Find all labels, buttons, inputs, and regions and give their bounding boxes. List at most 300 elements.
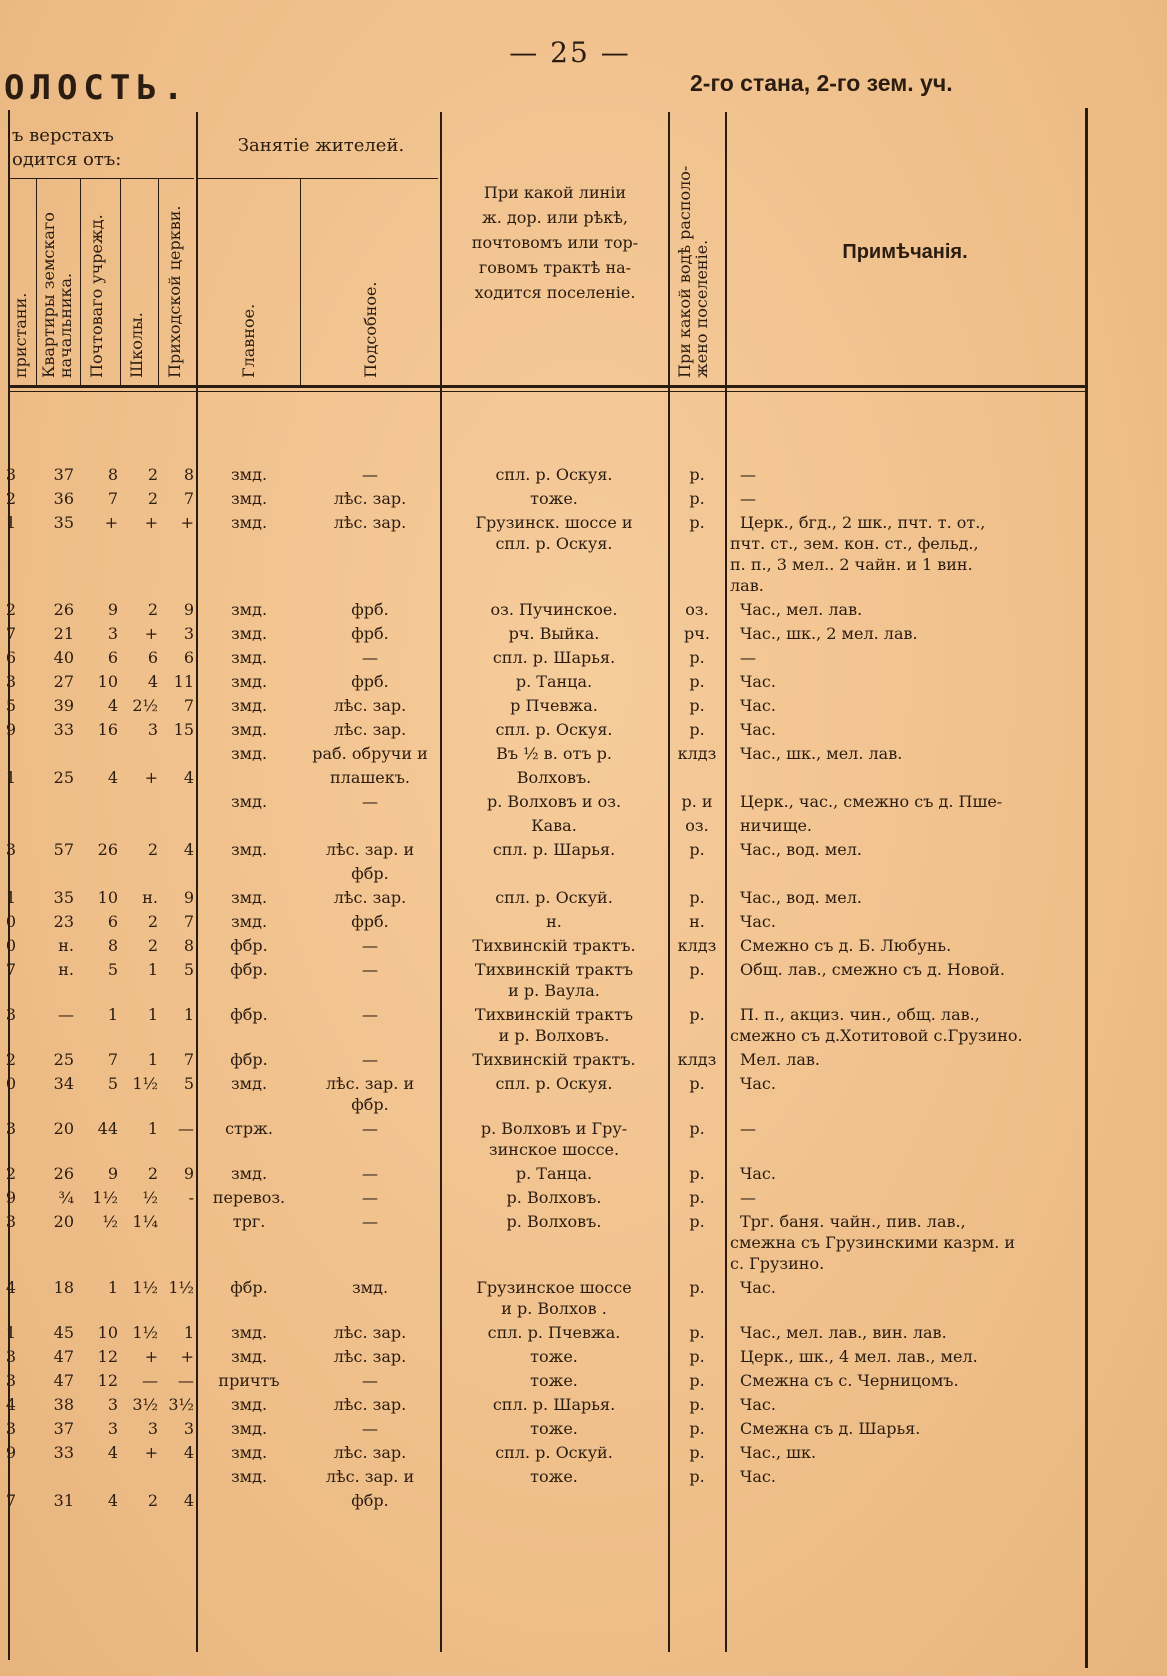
cell-c3: +	[144, 768, 158, 787]
cell-c0: 1	[5, 1323, 16, 1342]
cell-water: р.	[689, 1188, 705, 1207]
cell-aux: —	[362, 960, 378, 979]
cell-c1: 21	[53, 624, 74, 643]
cell-c1: 18	[53, 1278, 74, 1297]
cell-line2: и р. Волховъ.	[498, 1026, 610, 1045]
cell-line: спл. р. Оскуй.	[495, 888, 613, 907]
col-main-header: Главное.	[239, 303, 258, 378]
cell-c3: 1	[147, 1119, 158, 1138]
cell-aux: —	[362, 1005, 378, 1024]
cell-aux2: фбр.	[351, 1095, 389, 1114]
cell-aux: фрб.	[351, 672, 389, 691]
cell-main: змд.	[230, 1347, 268, 1366]
cell-aux: —	[362, 1371, 378, 1390]
cell-aux: змд.	[351, 1278, 389, 1297]
notes-column-header: Примѣчанія.	[842, 241, 968, 263]
cell-aux: фрб.	[351, 624, 389, 643]
cell-c0: 3	[5, 672, 16, 691]
cell-water: н.	[689, 912, 705, 931]
cell-c4: 8	[183, 936, 194, 955]
cell-c4: +	[180, 1347, 194, 1366]
cell-main: змд.	[230, 624, 268, 643]
cell-line: Волховъ.	[516, 768, 592, 787]
cell-main: змд.	[230, 1443, 268, 1462]
cell-aux: лѣс. зар.	[333, 1347, 407, 1366]
cell-c2: 26	[97, 840, 118, 859]
cell-c0: 9	[5, 1443, 16, 1462]
header-bottom-rule	[8, 385, 1088, 388]
cell-c4: 4	[183, 1491, 194, 1510]
cell-c2: 6	[107, 648, 118, 667]
cell-c1: 25	[53, 1050, 74, 1069]
cell-water: р.	[689, 840, 705, 859]
cell-c1: 36	[53, 489, 74, 508]
cell-c1: 38	[53, 1395, 74, 1414]
cell-notes3: п. п., 3 мел.. 2 чайн. и 1 вин.	[730, 555, 973, 574]
cell-c0: 3	[5, 465, 16, 484]
cell-c0: 6	[5, 648, 16, 667]
cell-water: оз.	[685, 816, 709, 835]
cell-c3: 2	[147, 465, 158, 484]
cell-c3: 1½	[132, 1278, 158, 1297]
cell-c2: 6	[107, 912, 118, 931]
cell-water: р.	[689, 1443, 705, 1462]
cell-line: спл. р. Оскуй.	[495, 1443, 613, 1462]
cell-main: змд.	[230, 1395, 268, 1414]
cell-main: фбр.	[230, 936, 268, 955]
cell-c3: 2	[147, 489, 158, 508]
cell-c0: 7	[5, 1491, 16, 1510]
cell-water: р.	[689, 513, 705, 532]
cell-main: змд.	[230, 465, 268, 484]
cell-notes: Мел. лав.	[740, 1050, 820, 1069]
heading-left: ОЛОСТЬ.	[4, 68, 190, 108]
cell-c3: ½	[142, 1188, 158, 1207]
cell-c4: 3½	[168, 1395, 194, 1414]
cell-aux: лѣс. зар.	[333, 489, 407, 508]
cell-water: рч.	[684, 624, 710, 643]
cell-line: Грузинское шоссе	[476, 1278, 632, 1297]
cell-main: фбр.	[230, 1050, 268, 1069]
cell-c4: 7	[183, 489, 194, 508]
cell-c4: 4	[183, 1443, 194, 1462]
cell-main: змд.	[230, 600, 268, 619]
cell-c0: 9	[5, 1188, 16, 1207]
cell-line: тоже.	[530, 489, 578, 508]
cell-c1: 25	[53, 768, 74, 787]
line-column-header: При какой линіи ж. дор. или рѣкѣ, почтовомъ или тор- говомъ трактѣ на- ходится поселеніе.	[471, 183, 639, 302]
cell-c2: 5	[107, 960, 118, 979]
cell-c1: 31	[53, 1491, 74, 1510]
rule-right	[1085, 108, 1088, 1668]
cell-c4: 15	[173, 720, 194, 739]
cell-main: змд.	[230, 672, 268, 691]
cell-c3: 1	[147, 960, 158, 979]
cell-main: змд.	[230, 720, 268, 739]
cell-c1: н.	[58, 936, 74, 955]
cell-c4: 7	[183, 1050, 194, 1069]
cell-c0: 1	[5, 888, 16, 907]
rule-col-main	[196, 112, 198, 1652]
cell-c2: 10	[97, 672, 118, 691]
cell-c0: 0	[5, 1074, 16, 1093]
cell-aux: фбр.	[351, 1491, 389, 1510]
cell-c3: 2	[147, 912, 158, 931]
cell-c1: 23	[53, 912, 74, 931]
cell-water: р.	[689, 648, 705, 667]
cell-c3: 1½	[132, 1323, 158, 1342]
cell-notes: —	[740, 1188, 756, 1207]
cell-notes: Смежно съ д. Б. Любунь.	[740, 936, 952, 955]
cell-line: р. Танца.	[515, 1164, 593, 1183]
cell-c3: 1	[147, 1050, 158, 1069]
cell-c1: 34	[53, 1074, 74, 1093]
cell-main: змд.	[230, 1323, 268, 1342]
cell-aux: —	[362, 1119, 378, 1138]
cell-aux: лѣс. зар.	[333, 1443, 407, 1462]
cell-c1: 26	[53, 1164, 74, 1183]
col-post-header: Почтоваго учрежд.	[87, 214, 106, 378]
cell-notes: Час.	[740, 672, 776, 691]
cell-c3: 2	[147, 600, 158, 619]
cell-line: спл. р. Пчевжа.	[487, 1323, 621, 1342]
cell-water: р.	[689, 465, 705, 484]
cell-c1: 37	[53, 465, 74, 484]
cell-c3: 4	[147, 672, 158, 691]
cell-line2: и р. Ваула.	[508, 981, 600, 1000]
cell-c0: 3	[5, 1119, 16, 1138]
cell-c2: 9	[107, 1164, 118, 1183]
cell-line: спл. р. Оскуя.	[495, 1074, 613, 1093]
cell-main: змд.	[230, 1074, 268, 1093]
cell-aux: —	[362, 465, 378, 484]
cell-c1: 33	[53, 1443, 74, 1462]
cell-c0: 9	[5, 720, 16, 739]
rule-sub4	[158, 178, 159, 388]
cell-aux: —	[362, 1212, 378, 1231]
cell-notes: Час., шк., мел. лав.	[740, 744, 903, 763]
cell-notes2: смежна съ Грузинскими казрм. и	[730, 1233, 1016, 1252]
cell-c3: 2	[147, 1164, 158, 1183]
cell-line: Тихвинскій трактъ	[474, 960, 634, 979]
cell-c4: 11	[173, 672, 194, 691]
cell-c3: 2	[147, 840, 158, 859]
cell-line: Кава.	[531, 816, 577, 835]
cell-notes: Час.	[740, 1278, 776, 1297]
cell-notes: Час.	[740, 1074, 776, 1093]
cell-c4: 3	[183, 624, 194, 643]
cell-aux: лѣс. зар.	[333, 1323, 407, 1342]
cell-line: р Пчевжа.	[510, 696, 598, 715]
cell-main: фбр.	[230, 1005, 268, 1024]
cell-water: р.	[689, 696, 705, 715]
cell-water: р.	[689, 960, 705, 979]
cell-aux: —	[362, 1050, 378, 1069]
cell-c4: 1	[183, 1005, 194, 1024]
page-number: — 25 —	[509, 36, 631, 69]
cell-line: Тихвинскій трактъ	[474, 1005, 634, 1024]
cell-c2: 3	[107, 1395, 118, 1414]
cell-c2: 10	[97, 888, 118, 907]
cell-notes: —	[740, 489, 756, 508]
col-water-header: При какой водѣ располо- жено поселеніе.	[675, 165, 711, 378]
cell-c1: 35	[53, 513, 74, 532]
cell-c2: 12	[97, 1347, 118, 1366]
cell-aux: лѣс. зар.	[333, 696, 407, 715]
cell-c1: 45	[53, 1323, 74, 1342]
cell-water: клдз	[677, 1050, 717, 1069]
cell-c2: 3	[107, 624, 118, 643]
cell-notes: Час., вод. мел.	[740, 888, 862, 907]
cell-c1: 39	[53, 696, 74, 715]
rule-sub5	[300, 178, 301, 388]
cell-water: р.	[689, 1395, 705, 1414]
cell-c1: н.	[58, 960, 74, 979]
cell-aux: фбр.	[351, 864, 389, 883]
cell-aux: лѣс. зар.	[333, 1395, 407, 1414]
cell-c3: 2½	[132, 696, 158, 715]
cell-line: р. Волховъ.	[506, 1212, 602, 1231]
cell-c3: 1	[147, 1005, 158, 1024]
cell-c0: 1	[5, 768, 16, 787]
cell-line: оз. Пучинское.	[490, 600, 618, 619]
cell-c3: 3	[147, 1419, 158, 1438]
cell-water: р.	[689, 720, 705, 739]
cell-c1: 27	[53, 672, 74, 691]
cell-main: фбр.	[230, 1278, 268, 1297]
cell-notes: Церк., шк., 4 мел. лав., мел.	[740, 1347, 978, 1366]
cell-c0: 0	[5, 912, 16, 931]
cell-c0: 3	[5, 1212, 16, 1231]
cell-c0: 4	[5, 1278, 16, 1297]
cell-line: р. Волховъ и оз.	[486, 792, 622, 811]
rule-sub2	[80, 178, 81, 388]
cell-notes: Час., шк., 2 мел. лав.	[740, 624, 918, 643]
cell-c1: ¾	[58, 1188, 74, 1207]
cell-c2: 1	[107, 1278, 118, 1297]
cell-c2: 1½	[92, 1188, 118, 1207]
cell-aux: раб. обручи и	[312, 744, 428, 763]
cell-water: р.	[689, 1005, 705, 1024]
cell-c4: 6	[183, 648, 194, 667]
col-pristan-header: пристани.	[11, 292, 30, 378]
cell-c0: 3	[5, 1371, 16, 1390]
cell-aux: —	[362, 1164, 378, 1183]
cell-aux: фрб.	[351, 912, 389, 931]
cell-c4: 9	[183, 600, 194, 619]
cell-c4: 1½	[168, 1278, 194, 1297]
cell-c4: 5	[183, 1074, 194, 1093]
cell-c1: 57	[53, 840, 74, 859]
cell-notes: Трг. баня. чайн., пив. лав.,	[740, 1212, 966, 1231]
cell-c0: 2	[5, 1050, 16, 1069]
cell-main: змд.	[230, 489, 268, 508]
col-zemsky-header: Квартиры земскаго начальника.	[39, 212, 75, 378]
cell-notes: Час., мел. лав.	[740, 600, 863, 619]
cell-main: причтъ	[218, 1371, 280, 1390]
cell-water: оз.	[685, 600, 709, 619]
cell-main: змд.	[230, 1164, 268, 1183]
rule-sub3	[120, 178, 121, 388]
cell-line: Грузинск. шоссе и	[475, 513, 633, 532]
cell-line: тоже.	[530, 1467, 578, 1486]
cell-water: р.	[689, 1164, 705, 1183]
cell-c4: 9	[183, 1164, 194, 1183]
cell-c3: —	[142, 1371, 158, 1390]
cell-main: змд.	[230, 1419, 268, 1438]
col-aux-header: Подсобное.	[361, 281, 380, 378]
col-school-header: Школы.	[127, 312, 146, 378]
cell-line: спл. р. Шарья.	[492, 1395, 616, 1414]
cell-c0: 3	[5, 1419, 16, 1438]
cell-c1: 20	[53, 1212, 74, 1231]
cell-water: р. и	[681, 792, 713, 811]
cell-c4: 9	[183, 888, 194, 907]
cell-notes3: с. Грузино.	[730, 1254, 825, 1273]
cell-water: клдз	[677, 936, 717, 955]
cell-line: н.	[546, 912, 562, 931]
cell-c4: —	[178, 1371, 194, 1390]
cell-c2: 10	[97, 1323, 118, 1342]
cell-c1: —	[58, 1005, 74, 1024]
cell-water: р.	[689, 1347, 705, 1366]
cell-c2: 12	[97, 1371, 118, 1390]
rule-col-notes	[725, 112, 727, 1652]
cell-c3: +	[144, 1347, 158, 1366]
cell-notes: Общ. лав., смежно съ д. Новой.	[740, 960, 1005, 979]
cell-main: змд.	[230, 840, 268, 859]
cell-line: спл. р. Оскуя.	[495, 720, 613, 739]
cell-line: спл. р. Шарья.	[492, 648, 616, 667]
cell-main: фбр.	[230, 960, 268, 979]
cell-line: тоже.	[530, 1419, 578, 1438]
cell-aux: лѣс. зар. и	[325, 1074, 415, 1093]
cell-c2: 8	[107, 936, 118, 955]
cell-c3: 2	[147, 1491, 158, 1510]
cell-c4: 3	[183, 1419, 194, 1438]
cell-c2: 9	[107, 600, 118, 619]
cell-c2: 4	[107, 1491, 118, 1510]
cell-c3: 1¼	[132, 1212, 158, 1231]
cell-notes: Час., мел. лав., вин. лав.	[740, 1323, 947, 1342]
cell-c4: -	[188, 1188, 194, 1207]
cell-line: р. Волховъ.	[506, 1188, 602, 1207]
cell-c3: 3	[147, 720, 158, 739]
cell-c1: 26	[53, 600, 74, 619]
cell-c2: 4	[107, 696, 118, 715]
cell-c0: 1	[5, 513, 16, 532]
cell-line: р. Танца.	[515, 672, 593, 691]
cell-c4: 8	[183, 465, 194, 484]
cell-c0: 3	[5, 1005, 16, 1024]
cell-c4: +	[180, 513, 194, 532]
cell-c2: 16	[97, 720, 118, 739]
cell-aux: —	[362, 1419, 378, 1438]
cell-line2: и р. Волхов .	[501, 1299, 607, 1318]
cell-c0: 3	[5, 840, 16, 859]
cell-notes2: смежно съ д.Хотитовой с.Грузино.	[730, 1026, 1023, 1045]
cell-c1: 33	[53, 720, 74, 739]
cell-c2: 3	[107, 1419, 118, 1438]
cell-notes: Смежна съ с. Черницомъ.	[740, 1371, 959, 1390]
cell-c0: 4	[5, 1395, 16, 1414]
cell-c4: 5	[183, 960, 194, 979]
cell-c2: 5	[107, 1074, 118, 1093]
cell-main: змд.	[230, 1467, 268, 1486]
cell-c4: —	[178, 1119, 194, 1138]
cell-line: р. Волховъ и Гру-	[480, 1119, 628, 1138]
cell-notes: —	[740, 1119, 756, 1138]
cell-main: змд.	[230, 912, 268, 931]
cell-main: змд.	[230, 744, 268, 763]
cell-c2: 44	[97, 1119, 118, 1138]
occupation-group-header: Занятіе жителей.	[237, 135, 405, 156]
cell-line: спл. р. Шарья.	[492, 840, 616, 859]
cell-water: р.	[689, 888, 705, 907]
cell-water: р.	[689, 1371, 705, 1390]
cell-notes: Час., вод. мел.	[740, 840, 862, 859]
cell-c2: 7	[107, 1050, 118, 1069]
cell-c4: 7	[183, 912, 194, 931]
cell-c1: 47	[53, 1371, 74, 1390]
cell-water: р.	[689, 489, 705, 508]
cell-c0: 2	[5, 600, 16, 619]
cell-notes: —	[740, 465, 756, 484]
occupation-subrule	[198, 178, 438, 179]
cell-notes: П. п., акциз. чин., общ. лав.,	[740, 1005, 980, 1024]
cell-c3: +	[144, 624, 158, 643]
cell-c2: 4	[107, 1443, 118, 1462]
cell-line: тоже.	[530, 1347, 578, 1366]
cell-c3: 1½	[132, 1074, 158, 1093]
cell-c4: 1	[183, 1323, 194, 1342]
cell-notes: Час.	[740, 1395, 776, 1414]
cell-notes: Смежна съ д. Шарья.	[740, 1419, 921, 1438]
cell-c1: 40	[53, 648, 74, 667]
col-church-header: Приходской церкви.	[165, 205, 184, 378]
cell-notes: Час.	[740, 696, 776, 715]
cell-water: клдз	[677, 744, 717, 763]
cell-main: змд.	[230, 888, 268, 907]
cell-c2: 8	[107, 465, 118, 484]
rule-sub1	[36, 178, 37, 388]
cell-c3: 3½	[132, 1395, 158, 1414]
cell-aux: плашекъ.	[330, 768, 410, 787]
cell-c4: 4	[183, 768, 194, 787]
cell-notes2: пчт. ст., зем. кон. ст., фельд.,	[730, 534, 979, 553]
cell-aux: лѣс. зар.	[333, 720, 407, 739]
cell-line: Тихвинскій трактъ.	[472, 1050, 636, 1069]
cell-aux: лѣс. зар.	[333, 513, 407, 532]
cell-c2: ½	[102, 1212, 118, 1231]
cell-c4: 4	[183, 840, 194, 859]
cell-c0: 7	[5, 960, 16, 979]
cell-c1: 20	[53, 1119, 74, 1138]
cell-water: р.	[689, 1467, 705, 1486]
cell-c0: 2	[5, 1164, 16, 1183]
cell-main: стрж.	[225, 1119, 273, 1138]
cell-notes4: лав.	[730, 576, 764, 595]
cell-notes: Час.	[740, 1467, 776, 1486]
cell-line: Въ ½ в. отъ р.	[496, 744, 612, 763]
heading-right: 2-го стана, 2-го зем. уч.	[690, 70, 953, 96]
cell-aux: —	[362, 792, 378, 811]
cell-main: перевоз.	[212, 1188, 286, 1207]
cell-c3: н.	[142, 888, 158, 907]
cell-aux: лѣс. зар. и	[325, 840, 415, 859]
cell-water: р.	[689, 1119, 705, 1138]
cell-c2: 7	[107, 489, 118, 508]
